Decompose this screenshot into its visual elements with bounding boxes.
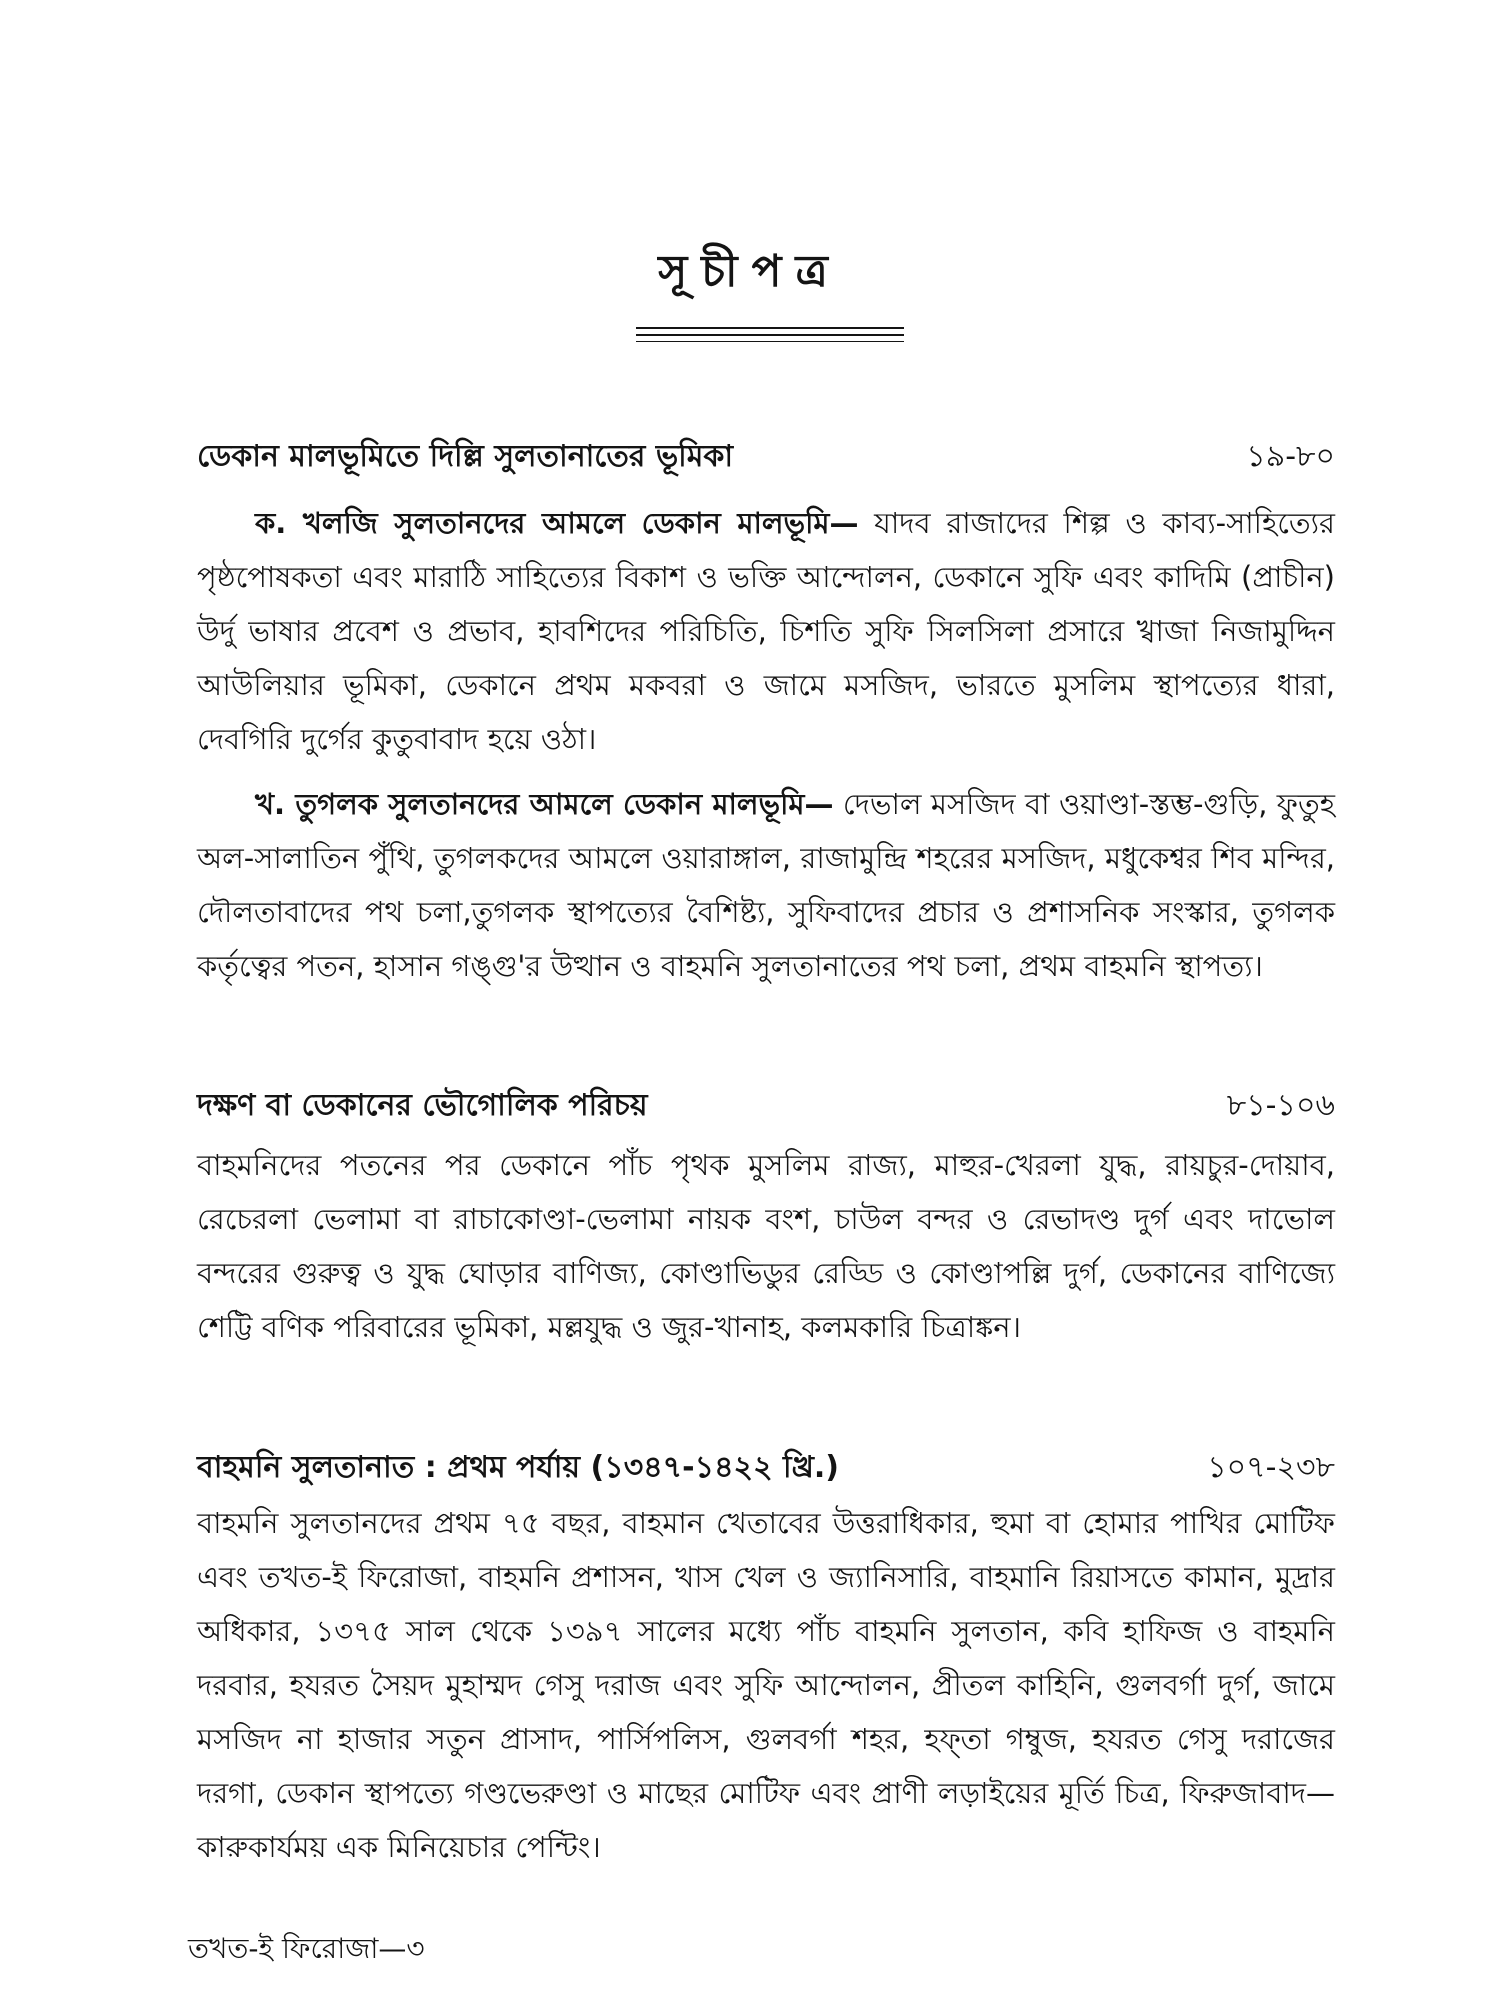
title-underline bbox=[636, 327, 904, 343]
section-title: দক্ষণ বা ডেকানের ভৌগোলিক পরিচয় bbox=[197, 1088, 648, 1123]
section-heading bbox=[197, 1443, 1335, 1494]
title-rule-line bbox=[636, 327, 904, 329]
section-paragraph: বাহমনিদের পতনের পর ডেকানে পাঁচ পৃথক মুসলিম রাজ্য, মাহুর-খেরলা যুদ্ধ, রায়চুর-দোয়াব, রেচেরলা ভেলামা বা রাচাকোণ্ডা-ভেলামা নায়ক বংশ, চাউল বন্দর ও রেভাদণ্ড দুর্গ এবং দাভোল বন্দরের গুরুত্ব ও যুদ্ধ ঘোড়ার বাণিজ্য, কোণ্ডাভিডুর রেড্ডি ও কোণ্ডাপল্লি দুর্গ, ডেকানের বাণিজ্যে শেট্টি বণিক পরিবারের ভূমিকা, মল্লযুদ্ধ ও জুর-খানাহ, কলমকারি চিত্রাঙ্কন। bbox=[197, 1148, 1335, 1344]
subsection-lead: খ. তুগলক সুলতানদের আমলে ডেকান মালভূমি— bbox=[255, 787, 834, 821]
title-rule-line bbox=[636, 341, 904, 342]
section-heading bbox=[197, 432, 1335, 483]
subsection-text: দেভাল মসজিদ বা ওয়াণ্ডা-স্তম্ভ-গুড়ি, ফুতুহ অল-সালাতিন পুঁথি, তুগলকদের আমলে ওয়ারাঙ্গাল, রাজামুন্দ্রি শহরের মসজিদ, মধুকেশ্বর শিব মন্দির, দৌলতাবাদের পথ চলা,তুগলক স্থাপত্যের বৈশিষ্ট্য, সুফিবাদের প্রচার ও প্রশাসনিক সংস্কার, তুগলক কর্তৃত্বের পতন, হাসান গঙ্গু'র উত্থান ও বাহমনি সুলতানাতের পথ চলা, প্রথম বাহমনি স্থাপত্য। bbox=[197, 787, 1336, 983]
section-pages: ৮১-১০৬ bbox=[1226, 1088, 1335, 1123]
subsection-text: যাদব রাজাদের শিল্প ও কাব্য-সাহিত্যের পৃষ্ঠপোষকতা এবং মারাঠি সাহিত্যের বিকাশ ও ভক্তি আন্দোলন, ডেকানে সুফি এবং কাদিমি (প্রাচীন) উর্দু ভাষার প্রবেশ ও প্রভাব, হাবশিদের পরিচিতি, চিশতি সুফি সিলসিলা প্রসারে খ্বাজা নিজামুদ্দিন আউলিয়ার ভূমিকা, ডেকানে প্রথম মকবরা ও জামে মসজিদ, ভারতে মুসলিম স্থাপত্যের ধারা, দেবগিরি দুর্গের কুতুবাবাদ হয়ে ওঠা। bbox=[197, 506, 1335, 756]
section-heading bbox=[197, 1081, 1335, 1132]
section-title: ডেকান মালভূমিতে দিল্লি সুলতানাতের ভূমিকা bbox=[197, 439, 734, 474]
section-title: বাহমনি সুলতানাত : প্রথম পর্যায় (১৩৪৭-১৪২২ খ্রি.) bbox=[197, 1450, 840, 1485]
page-footer: তখত-ই ফিরোজা—৩ bbox=[188, 1932, 425, 1965]
section-pages: ১০৭-২৩৮ bbox=[1207, 1450, 1335, 1485]
subsection-lead: ক. খলজি সুলতানদের আমলে ডেকান মালভূমি— bbox=[255, 506, 859, 540]
section-pages: ১৯-৮০ bbox=[1246, 439, 1335, 474]
section-paragraph bbox=[197, 777, 1335, 993]
section-paragraph bbox=[197, 496, 1335, 766]
title-rule-line bbox=[636, 334, 904, 336]
page-title: সূচীপত্র bbox=[658, 246, 842, 297]
section-paragraph: বাহমনি সুলতানদের প্রথম ৭৫ বছর, বাহমান খেতাবের উত্তরাধিকার, হুমা বা হোমার পাখির মোটিফ এবং তখত-ই ফিরোজা, বাহমনি প্রশাসন, খাস খেল ও জ্যানিসারি, বাহমানি রিয়াসতে কামান, মুদ্রার অধিকার, ১৩৭৫ সাল থেকে ১৩৯৭ সালের মধ্যে পাঁচ বাহমনি সুলতান, কবি হাফিজ ও বাহমনি দরবার, হযরত সৈয়দ মুহাম্মদ গেসু দরাজ এবং সুফি আন্দোলন, প্রীতল কাহিনি, গুলবর্গা দুর্গ, জামে মসজিদ না হাজার সতুন প্রাসাদ, পার্সিপলিস, গুলবর্গা শহর, হফ্তা গম্বুজ, হযরত গেসু দরাজের দরগা, ডেকান স্থাপত্যে গণ্ডভেরুণ্ডা ও মাছের মোটিফ এবং প্রাণী লড়াইয়ের মূর্তি চিত্র, ফিরুজাবাদ— কারুকার্যময় এক মিনিয়েচার পেন্টিং। bbox=[197, 1506, 1335, 1864]
